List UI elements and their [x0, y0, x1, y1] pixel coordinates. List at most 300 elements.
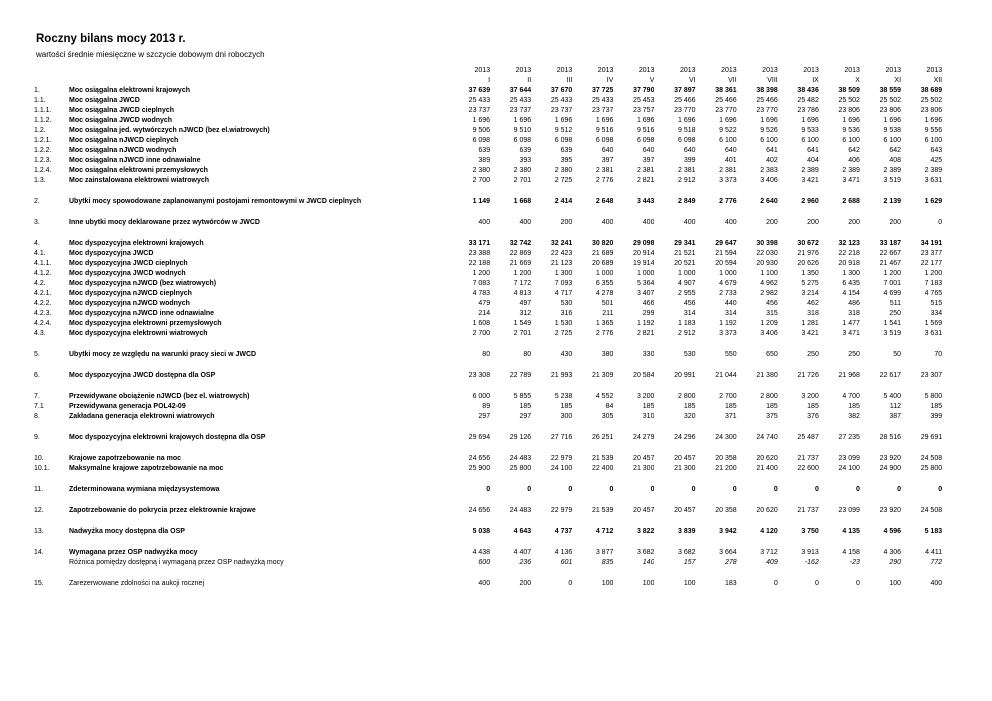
row-number: 4.2.	[34, 280, 46, 287]
header-month: XII	[933, 77, 943, 84]
value-cell: 9 516	[636, 127, 655, 134]
value-cell: 1 000	[678, 270, 696, 277]
value-cell: 530	[560, 300, 573, 307]
value-cell: 2 381	[678, 167, 696, 174]
row-number: 1.2.	[34, 127, 46, 134]
value-cell: 501	[601, 300, 614, 307]
spacer	[34, 495, 942, 506]
header-month: XI	[894, 77, 902, 84]
table-row	[34, 96, 942, 106]
value-cell: 2 381	[636, 167, 655, 174]
value-cell: 3 443	[636, 198, 655, 205]
value-cell: 3 682	[678, 549, 696, 556]
value-cell: 530	[683, 351, 696, 358]
table-row	[34, 433, 942, 443]
value-cell: 3 373	[719, 177, 737, 184]
value-cell: 30 820	[591, 240, 614, 247]
value-cell: 6 435	[842, 280, 860, 287]
row-label: Moc osiągalna jed. wytwórczych nJWCD (bez el.wiatrowych)	[69, 127, 270, 134]
table-row	[34, 350, 942, 360]
value-cell: 29 126	[509, 434, 532, 441]
table-row	[34, 176, 942, 186]
value-cell: 25 433	[468, 97, 491, 104]
value-cell: 22 789	[509, 372, 532, 379]
value-cell: 2 383	[760, 167, 778, 174]
row-label: Wymagana przez OSP nadwyżka mocy	[69, 549, 198, 556]
value-cell: 21 521	[674, 250, 696, 257]
value-cell: 2 380	[513, 167, 532, 174]
value-cell: 318	[848, 310, 860, 317]
value-cell: 318	[807, 310, 819, 317]
spacer	[34, 568, 942, 579]
value-cell: 3 519	[883, 177, 902, 184]
value-cell: 38 559	[879, 87, 902, 94]
value-cell: 27 235	[838, 434, 860, 441]
value-cell: 22 400	[591, 465, 614, 472]
row-number: 10.1.	[34, 465, 50, 472]
table-row	[34, 197, 942, 207]
value-cell: 21 123	[550, 260, 573, 267]
value-cell: 33 187	[879, 240, 902, 247]
value-cell: 1 000	[719, 270, 737, 277]
row-number: 13.	[34, 528, 44, 535]
value-cell: 2 725	[554, 330, 573, 337]
value-cell: 30 398	[756, 240, 778, 247]
value-cell: 440	[724, 300, 737, 307]
value-cell: 2 700	[472, 177, 491, 184]
value-cell: 100	[601, 580, 614, 587]
header-year: 2013	[885, 67, 902, 74]
header-blank	[69, 66, 449, 76]
value-cell: 32 241	[550, 240, 573, 247]
row-number: 12.	[34, 507, 44, 514]
value-cell: 0	[486, 486, 491, 493]
row-label: Ubytki mocy ze względu na warunki pracy sieci w JWCD	[69, 351, 257, 358]
value-cell: 1 100	[760, 270, 778, 277]
value-cell: 24 100	[550, 465, 573, 472]
value-cell: 4 306	[883, 549, 902, 556]
value-cell: 400	[930, 580, 943, 587]
value-cell: 23 308	[468, 372, 491, 379]
value-cell: 2 640	[760, 198, 778, 205]
header-month: III	[566, 77, 573, 84]
value-cell: 37 670	[550, 87, 573, 94]
header-month: I	[488, 77, 491, 84]
value-cell: 3 373	[719, 330, 737, 337]
value-cell: 1 477	[842, 320, 860, 327]
value-cell: 23 757	[633, 107, 655, 114]
value-cell: 772	[930, 559, 943, 566]
value-cell: 380	[601, 351, 614, 358]
value-cell: 9 536	[842, 127, 860, 134]
value-cell: 7 083	[472, 280, 491, 287]
table-row	[34, 464, 942, 474]
value-cell: 2 955	[678, 290, 696, 297]
value-cell: 21 300	[674, 465, 696, 472]
value-cell: 1 200	[472, 270, 491, 277]
value-cell: 23 770	[756, 107, 778, 114]
table-row	[34, 309, 942, 319]
value-cell: 25 482	[797, 97, 819, 104]
header-month: VIII	[767, 77, 778, 84]
value-cell: 515	[930, 300, 943, 307]
balance-table	[34, 66, 942, 589]
value-cell: 4 717	[554, 290, 573, 297]
header-year-row	[34, 66, 942, 76]
header-year: 2013	[515, 67, 532, 74]
value-cell: 24 483	[509, 507, 532, 514]
row-number: 2.	[34, 198, 40, 205]
value-cell: 20 457	[633, 507, 655, 514]
value-cell: 20 689	[591, 260, 614, 267]
value-cell: 21 594	[715, 250, 737, 257]
table-row	[34, 579, 942, 589]
value-cell: 250	[848, 351, 860, 358]
value-cell: 23 920	[879, 507, 902, 514]
value-cell: 185	[683, 403, 696, 410]
value-cell: 0	[814, 580, 819, 587]
value-cell: 320	[683, 413, 696, 420]
row-number: 1.2.1.	[34, 137, 52, 144]
value-cell: 25 900	[468, 465, 491, 472]
value-cell: 1 300	[842, 270, 860, 277]
value-cell: 2 139	[883, 198, 902, 205]
value-cell: 5 364	[636, 280, 655, 287]
value-cell: 3 631	[924, 177, 943, 184]
value-cell: 408	[889, 157, 902, 164]
value-cell: 643	[930, 147, 943, 154]
value-cell: 640	[601, 147, 614, 154]
value-cell: 1 629	[924, 198, 943, 205]
value-cell: 2 389	[924, 167, 943, 174]
value-cell: 1 549	[513, 320, 532, 327]
table-row	[34, 86, 942, 96]
value-cell: 22 188	[468, 260, 491, 267]
row-number: 4.3.	[34, 330, 46, 337]
value-cell: 314	[724, 310, 737, 317]
row-number: 4.2.1.	[34, 290, 52, 297]
value-cell: 9 538	[883, 127, 902, 134]
value-cell: 25 433	[550, 97, 573, 104]
value-cell: 639	[560, 147, 573, 154]
value-cell: 399	[683, 157, 696, 164]
value-cell: 29 647	[715, 240, 737, 247]
value-cell: 4 136	[554, 549, 573, 556]
value-cell: 250	[889, 310, 902, 317]
value-cell: 387	[889, 413, 902, 420]
table-row	[34, 527, 942, 537]
value-cell: 4 813	[513, 290, 532, 297]
value-cell: 0	[856, 486, 860, 493]
table-row	[34, 156, 942, 166]
value-cell: 25 800	[509, 465, 532, 472]
value-cell: 4 700	[842, 393, 860, 400]
value-cell: 22 869	[509, 250, 532, 257]
value-cell: 25 800	[920, 465, 943, 472]
row-label: Moc dyspozycyjna JWCD	[69, 250, 154, 257]
row-number: 8.	[34, 413, 40, 420]
value-cell: 3 471	[842, 330, 860, 337]
value-cell: 2 982	[760, 290, 778, 297]
value-cell: 2 821	[636, 177, 655, 184]
value-cell: 23 770	[674, 107, 696, 114]
value-cell: 0	[609, 486, 614, 493]
header-month: IV	[606, 77, 614, 84]
value-cell: 84	[605, 403, 614, 410]
value-cell: 100	[889, 580, 902, 587]
value-cell: 0	[814, 486, 819, 493]
row-label: Moc dyspozycyjna elektrowni krajowych	[69, 240, 204, 247]
value-cell: 1 569	[924, 320, 943, 327]
value-cell: 395	[560, 157, 573, 164]
value-cell: 3 839	[678, 528, 696, 535]
value-cell: 401	[724, 157, 737, 164]
row-label: Przewidywana generacja POL42-09	[69, 403, 186, 410]
value-cell: 3 406	[760, 177, 778, 184]
value-cell: 4 643	[513, 528, 532, 535]
value-cell: 7 183	[924, 280, 943, 287]
header-blank	[34, 76, 69, 86]
value-cell: 20 358	[715, 507, 737, 514]
value-cell: 3 877	[595, 549, 614, 556]
value-cell: 6 098	[513, 137, 532, 144]
value-cell: 835	[601, 559, 614, 566]
row-number: 1.2.3.	[34, 157, 52, 164]
row-label: Inne ubytki mocy deklarowane przez wytwórców w JWCD	[69, 219, 260, 226]
value-cell: 3 214	[801, 290, 819, 297]
value-cell: 23 806	[838, 107, 860, 114]
value-cell: 0	[938, 486, 943, 493]
header-month: VI	[688, 77, 696, 84]
value-cell: 38 509	[838, 87, 860, 94]
value-cell: 2 733	[719, 290, 737, 297]
value-cell: 37 725	[591, 87, 614, 94]
header-blank	[69, 76, 449, 86]
value-cell: 24 100	[838, 465, 860, 472]
value-cell: 4 962	[760, 280, 778, 287]
value-cell: 1 696	[595, 117, 614, 124]
value-cell: 376	[807, 413, 819, 420]
table-row	[34, 249, 942, 259]
value-cell: 393	[519, 157, 532, 164]
header-year: 2013	[926, 67, 943, 74]
table-row	[34, 392, 942, 402]
row-number: 1.1.2.	[34, 117, 52, 124]
value-cell: 642	[848, 147, 860, 154]
row-label: Nadwyżka mocy dostępna dla OSP	[69, 528, 185, 535]
value-cell: 185	[848, 403, 860, 410]
value-cell: 278	[724, 559, 737, 566]
value-cell: 4 737	[554, 528, 573, 535]
value-cell: 550	[724, 351, 737, 358]
value-cell: 371	[724, 413, 737, 420]
value-cell: 9 506	[472, 127, 491, 134]
value-cell: 1 696	[719, 117, 737, 124]
row-number: 1.1.1.	[34, 107, 52, 114]
spacer-row	[34, 207, 942, 218]
value-cell: 404	[807, 157, 819, 164]
value-cell: 33 171	[468, 240, 491, 247]
value-cell: 1 209	[760, 320, 778, 327]
value-cell: 6 100	[924, 137, 943, 144]
value-cell: 4 278	[595, 290, 614, 297]
value-cell: 23 388	[468, 250, 491, 257]
spacer-row	[34, 443, 942, 454]
row-number: 4.2.3.	[34, 310, 52, 317]
value-cell: 2 776	[595, 330, 614, 337]
value-cell: 4 679	[719, 280, 737, 287]
value-cell: 1 696	[554, 117, 573, 124]
spacer	[34, 360, 942, 371]
value-cell: 22 030	[756, 250, 778, 257]
value-cell: 425	[930, 157, 943, 164]
row-number: 10.	[34, 455, 44, 462]
table-row	[34, 299, 942, 309]
spacer	[34, 381, 942, 392]
value-cell: 5 400	[883, 393, 902, 400]
value-cell: 409	[766, 559, 778, 566]
value-cell: 22 667	[879, 250, 902, 257]
spacer-row	[34, 339, 942, 350]
value-cell: 601	[560, 559, 573, 566]
header-year: 2013	[474, 67, 491, 74]
value-cell: 397	[601, 157, 614, 164]
value-cell: 6 098	[554, 137, 573, 144]
value-cell: 20 594	[715, 260, 737, 267]
value-cell: 20 521	[674, 260, 696, 267]
value-cell: 456	[766, 300, 778, 307]
value-cell: 2 700	[472, 330, 491, 337]
value-cell: 3 822	[636, 528, 655, 535]
table-row	[34, 146, 942, 156]
value-cell: 21 726	[797, 372, 819, 379]
value-cell: 20 620	[756, 455, 778, 462]
value-cell: 157	[683, 559, 696, 566]
value-cell: 2 776	[719, 198, 737, 205]
value-cell: 6 100	[883, 137, 902, 144]
spacer-row	[34, 568, 942, 579]
spacer	[34, 186, 942, 197]
value-cell: 2 800	[760, 393, 778, 400]
table-row	[34, 239, 942, 249]
spacer-row	[34, 360, 942, 371]
value-cell: 316	[560, 310, 573, 317]
row-number: 7.1	[34, 403, 44, 410]
value-cell: 21 380	[756, 372, 778, 379]
value-cell: 21 689	[591, 250, 614, 257]
value-cell: 639	[478, 147, 491, 154]
value-cell: 20 457	[674, 507, 696, 514]
value-cell: 2 688	[842, 198, 860, 205]
value-cell: 185	[560, 403, 573, 410]
value-cell: 642	[889, 147, 902, 154]
table-row	[34, 548, 942, 558]
value-cell: 400	[683, 219, 696, 226]
value-cell: 640	[724, 147, 737, 154]
value-cell: 6 100	[719, 137, 737, 144]
row-label: Moc dyspozycyjna elektrowni krajowych dostępna dla OSP	[69, 434, 266, 441]
value-cell: 24 508	[920, 507, 943, 514]
row-label: Zakładana generacja elektrowni wiatrowych	[69, 413, 215, 420]
value-cell: 1 696	[472, 117, 491, 124]
row-label: Moc dyspozycyjna JWCD cieplnych	[69, 260, 188, 267]
spacer-row	[34, 537, 942, 548]
value-cell: 25 466	[756, 97, 778, 104]
value-cell: 100	[683, 580, 696, 587]
header-year: 2013	[638, 67, 655, 74]
value-cell: 24 900	[879, 465, 902, 472]
value-cell: 21 300	[633, 465, 655, 472]
value-cell: 497	[519, 300, 532, 307]
value-cell: 38 436	[797, 87, 819, 94]
table-row	[34, 412, 942, 422]
value-cell: 297	[478, 413, 491, 420]
value-cell: 37 639	[468, 87, 491, 94]
value-cell: 25 433	[509, 97, 532, 104]
value-cell: 6 100	[760, 137, 778, 144]
value-cell: 112	[889, 403, 902, 410]
value-cell: 3 942	[719, 528, 737, 535]
row-number: 1.2.2.	[34, 147, 52, 154]
row-label: Moc osiągalna nJWCD inne odnawialne	[69, 157, 201, 164]
row-number: 7.	[34, 393, 40, 400]
value-cell: 23 099	[838, 455, 860, 462]
value-cell: 24 740	[756, 434, 778, 441]
value-cell: 2 389	[883, 167, 902, 174]
value-cell: 25 502	[920, 97, 943, 104]
row-number: 6.	[34, 372, 40, 379]
value-cell: 0	[650, 486, 655, 493]
value-cell: 1 149	[472, 198, 491, 205]
value-cell: 6 098	[595, 137, 614, 144]
value-cell: 2 414	[554, 198, 573, 205]
row-label: Moc dyspozycyjna nJWCD (bez wiatrowych)	[69, 280, 217, 287]
value-cell: 5 800	[924, 393, 943, 400]
table-row	[34, 506, 942, 516]
value-cell: 7 172	[513, 280, 532, 287]
value-cell: 23 377	[920, 250, 943, 257]
row-number: 4.2.2.	[34, 300, 52, 307]
value-cell: 23 737	[591, 107, 614, 114]
value-cell: 1 696	[842, 117, 860, 124]
table-row	[34, 371, 942, 381]
value-cell: 1 350	[801, 270, 819, 277]
value-cell: 21 539	[591, 455, 614, 462]
value-cell: 22 423	[550, 250, 573, 257]
value-cell: 23 770	[715, 107, 737, 114]
value-cell: 9 516	[595, 127, 614, 134]
value-cell: 400	[642, 219, 655, 226]
value-cell: 38 398	[756, 87, 778, 94]
value-cell: 25 466	[674, 97, 696, 104]
value-cell: 24 656	[468, 507, 491, 514]
row-label: Moc dyspozycyjna elektrowni przemysłowych	[69, 320, 222, 327]
value-cell: 200	[848, 219, 860, 226]
value-cell: 24 656	[468, 455, 491, 462]
value-cell: 312	[519, 310, 532, 317]
table-row	[34, 218, 942, 228]
value-cell: 4 765	[924, 290, 943, 297]
value-cell: 21 539	[591, 507, 614, 514]
value-cell: 250	[807, 351, 819, 358]
row-label: Maksymalne krajowe zapotrzebowanie na moc	[69, 465, 224, 472]
value-cell: 21 044	[715, 372, 737, 379]
value-cell: 25 466	[715, 97, 737, 104]
value-cell: 20 626	[797, 260, 819, 267]
table-row	[34, 166, 942, 176]
value-cell: 1 541	[883, 320, 902, 327]
row-label: Moc dyspozycyjna JWCD wodnych	[69, 270, 186, 277]
